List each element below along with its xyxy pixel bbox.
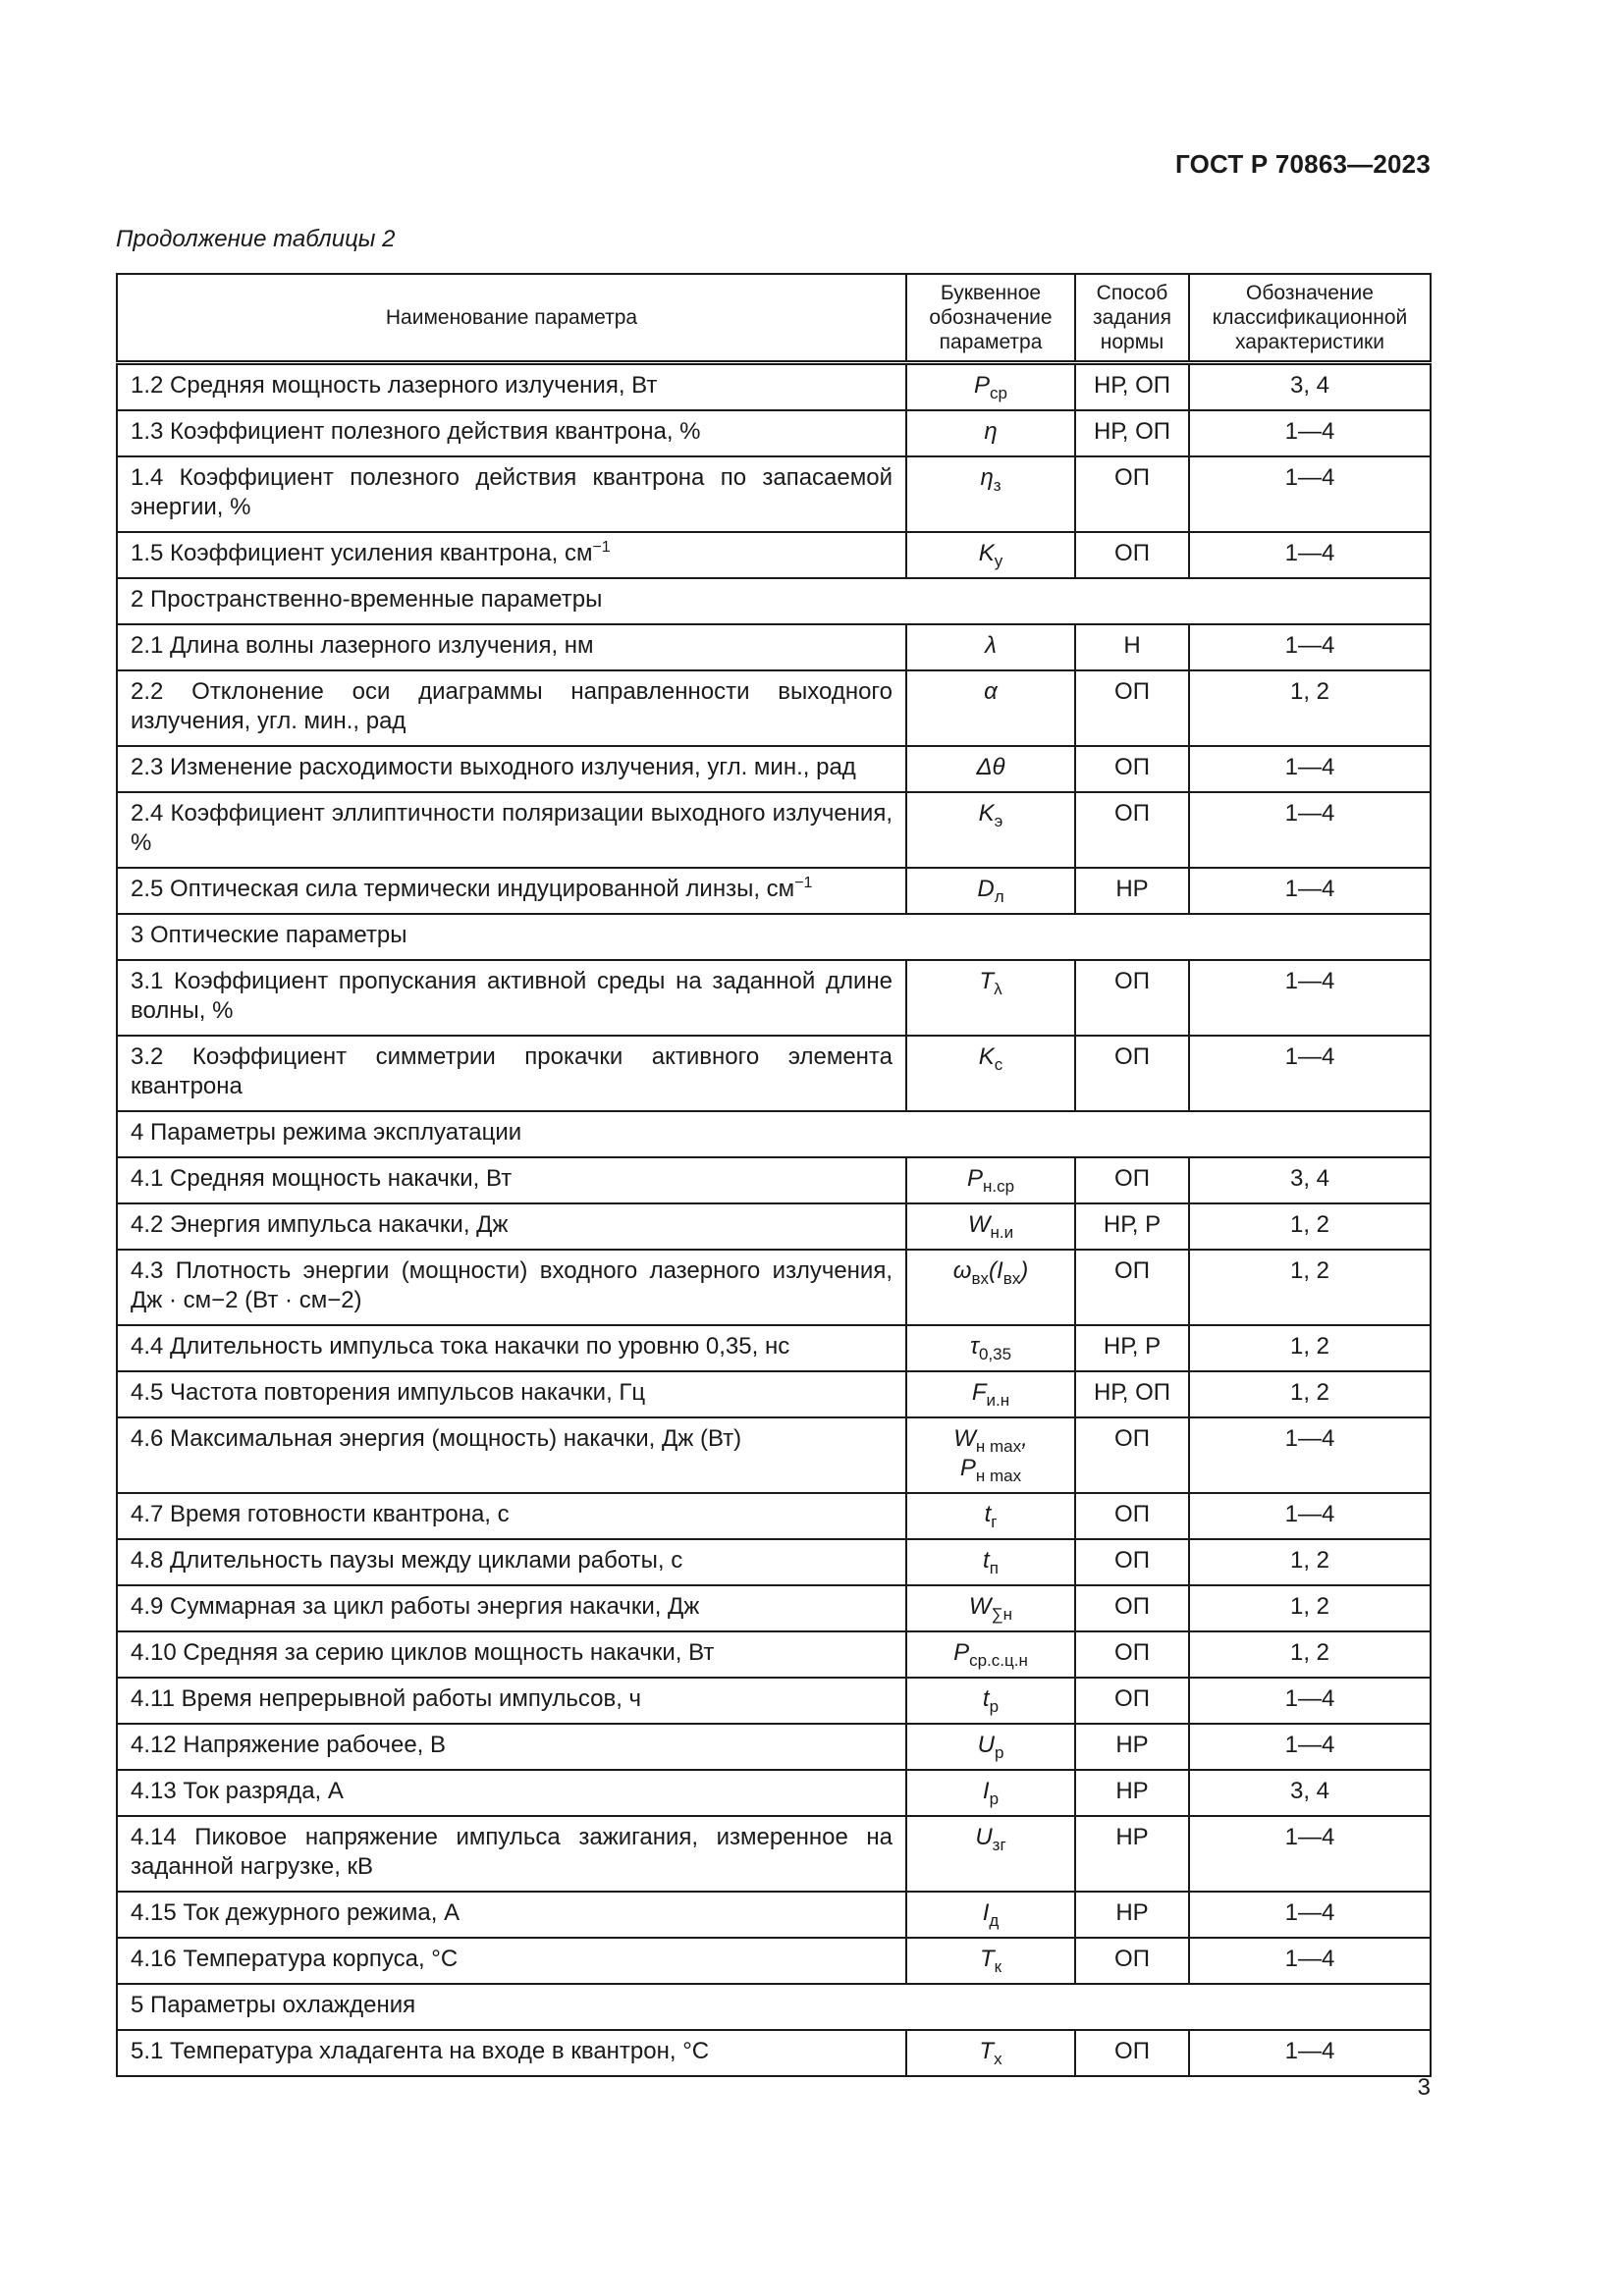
classification-code: 1—4 (1189, 410, 1431, 456)
classification-code: 1—4 (1189, 746, 1431, 792)
table-header-row (117, 274, 1431, 363)
table-row (117, 746, 1431, 792)
parameter-symbol (906, 1631, 1075, 1678)
classification-code: 1—4 (1189, 1938, 1431, 1984)
norm-method: НР, ОП (1075, 363, 1189, 411)
classification-code: 3, 4 (1189, 363, 1431, 411)
parameter-name-text: 4.7 Время готовности квантрона, с (131, 1501, 510, 1527)
symbol-subscript: г (991, 1512, 998, 1531)
symbol-letter: t (982, 1685, 990, 1712)
unit-exponent: −1 (794, 875, 813, 891)
table-row (117, 1157, 1431, 1203)
parameter-name-text: 4.12 Напряжение рабочее, В (131, 1732, 447, 1758)
parameter-name (117, 1493, 906, 1539)
symbol-subscript: 0,35 (978, 1344, 1012, 1363)
section-title: 2 Пространственно-временные параметры (117, 578, 1431, 624)
classification-code: 1, 2 (1189, 1250, 1431, 1325)
parameter-name (117, 792, 906, 868)
parameter-symbol (906, 363, 1075, 411)
classification-code: 1—4 (1189, 624, 1431, 670)
parameter-symbol (906, 1250, 1075, 1325)
parameter-name-text: 2.4 Коэффициент эллиптичности поляризации выходного излучения, % (131, 800, 893, 856)
symbol-subscript: λ (994, 979, 1002, 998)
norm-method: НР (1075, 1770, 1189, 1816)
parameter-name-text: 4.1 Средняя мощность накачки, Вт (131, 1165, 513, 1192)
parameter-symbol (906, 1325, 1075, 1371)
table-row (117, 1770, 1431, 1816)
symbol-letter: t (983, 1547, 990, 1574)
norm-method: НР, ОП (1075, 410, 1189, 456)
parameter-name-text: 4.11 Время непрерывной работы импульсов, ч (131, 1685, 642, 1712)
classification-code: 1, 2 (1189, 1371, 1431, 1417)
symbol-letter: F (971, 1379, 987, 1406)
parameter-name-text: 3.2 Коэффициент симметрии прокачки активного элемента квантрона (131, 1043, 893, 1099)
parameter-name-text: 4.9 Суммарная за цикл работы энергия накачки, Дж (131, 1593, 700, 1620)
classification-code: 1—4 (1189, 1678, 1431, 1724)
parameter-name (117, 624, 906, 670)
parameter-name-text: 4.6 Максимальная энергия (мощность) накачки, Дж (Вт) (131, 1425, 742, 1452)
classification-code: 1, 2 (1189, 1325, 1431, 1371)
section-row (117, 578, 1431, 624)
parameter-symbol (906, 1539, 1075, 1585)
symbol-letter: W (967, 1211, 991, 1238)
table-row (117, 1816, 1431, 1892)
norm-method: ОП (1075, 1539, 1189, 1585)
symbol-subscript: н.и (990, 1222, 1014, 1242)
document-code: ГОСТ Р 70863—2023 (1175, 149, 1431, 179)
parameter-name-text: 2.1 Длина волны лазерного излучения, нм (131, 632, 594, 659)
symbol-letter: t (984, 1501, 992, 1527)
parameter-symbol (906, 1585, 1075, 1631)
classification-code: 1—4 (1189, 868, 1431, 914)
parameter-name (117, 363, 906, 411)
parameter-name-text: 4.2 Энергия импульса накачки, Дж (131, 1211, 509, 1238)
parameter-name (117, 1631, 906, 1678)
parameter-name (117, 1157, 906, 1203)
parameter-name-text: 2.5 Оптическая сила термически индуцированной линзы, см (131, 876, 795, 902)
table-row (117, 456, 1431, 532)
parameter-name-text: 4.8 Длительность паузы между циклами работы, с (131, 1547, 683, 1574)
parameter-symbol (906, 1724, 1075, 1770)
table-row (117, 1371, 1431, 1417)
parameter-name (117, 1325, 906, 1371)
parameter-symbol (906, 1203, 1075, 1250)
symbol-subscript: н.ср (982, 1176, 1015, 1196)
parameter-symbol (906, 1417, 1075, 1493)
symbol-letter: ω (952, 1257, 972, 1284)
table-row (117, 1938, 1431, 1984)
symbol-subscript: ср (990, 383, 1007, 402)
symbol-letter: W (968, 1593, 992, 1620)
parameter-name-text: 4.10 Средняя за серию циклов мощность накачки, Вт (131, 1639, 715, 1666)
classification-code: 1—4 (1189, 1493, 1431, 1539)
parameter-name-text: 4.13 Ток разряда, А (131, 1778, 344, 1804)
symbol-letter: W (953, 1425, 976, 1452)
norm-method: ОП (1075, 792, 1189, 868)
symbol-subscript: п (989, 1558, 999, 1577)
parameter-name (117, 456, 906, 532)
classification-code: 1, 2 (1189, 1631, 1431, 1678)
table-row (117, 1892, 1431, 1938)
symbol-letter-second: P (959, 1455, 976, 1481)
symbol-letter: I (982, 1899, 990, 1926)
parameter-symbol (906, 1816, 1075, 1892)
norm-method: Н (1075, 624, 1189, 670)
classification-code: 1—4 (1189, 1892, 1431, 1938)
parameters-table (116, 273, 1432, 2077)
symbol-letter: P (966, 1165, 983, 1192)
symbol-letter: I (982, 1778, 990, 1804)
parameter-name (117, 868, 906, 914)
table-row (117, 1724, 1431, 1770)
parameter-name-text: 4.16 Температура корпуса, °С (131, 1946, 459, 1972)
classification-code: 1—4 (1189, 792, 1431, 868)
classification-code: 1, 2 (1189, 1203, 1431, 1250)
symbol-subscript: л (994, 886, 1004, 906)
symbol-letter: η (980, 464, 994, 491)
symbol-letter: U (977, 1732, 995, 1758)
symbol-letter: U (975, 1824, 993, 1850)
parameter-symbol (906, 670, 1075, 746)
classification-code: 1—4 (1189, 2030, 1431, 2076)
classification-code: 1—4 (1189, 532, 1431, 578)
norm-method: ОП (1075, 1036, 1189, 1111)
parameter-symbol (906, 410, 1075, 456)
parameter-name-text: 2.2 Отклонение оси диаграммы направленности выходного излучения, угл. мин., рад (131, 678, 893, 734)
parameter-name (117, 746, 906, 792)
symbol-subscript: э (994, 811, 1003, 830)
table-row (117, 2030, 1431, 2076)
norm-method: ОП (1075, 1585, 1189, 1631)
classification-code: 1—4 (1189, 1816, 1431, 1892)
section-title: 3 Оптические параметры (117, 914, 1431, 960)
symbol-letter: Δθ (976, 754, 1005, 780)
parameter-name (117, 960, 906, 1036)
norm-method: ОП (1075, 1157, 1189, 1203)
parameter-name (117, 1203, 906, 1250)
table-row (117, 792, 1431, 868)
norm-method: НР, Р (1075, 1203, 1189, 1250)
parameter-name (117, 1724, 906, 1770)
classification-code: 3, 4 (1189, 1157, 1431, 1203)
classification-code: 1, 2 (1189, 1585, 1431, 1631)
table-row (117, 532, 1431, 578)
table-row (117, 868, 1431, 914)
norm-method: НР, Р (1075, 1325, 1189, 1371)
section-row (117, 1111, 1431, 1157)
parameter-symbol (906, 624, 1075, 670)
parameter-name (117, 2030, 906, 2076)
norm-method: ОП (1075, 960, 1189, 1036)
section-title: 4 Параметры режима эксплуатации (117, 1111, 1431, 1157)
parameter-symbol (906, 1371, 1075, 1417)
classification-code: 1—4 (1189, 456, 1431, 532)
table-row (117, 1417, 1431, 1493)
parameter-name-text: 1.4 Коэффициент полезного действия квантрона по запасаемой энергии, % (131, 464, 893, 520)
table-row (117, 363, 1431, 411)
symbol-letter: λ (985, 632, 997, 659)
table-row (117, 1585, 1431, 1631)
symbol-subscript: вх (971, 1268, 990, 1288)
symbol-letter: P (953, 1639, 970, 1666)
symbol-subscript-second: н max (975, 1466, 1022, 1485)
table-row (117, 1678, 1431, 1724)
parameter-symbol (906, 456, 1075, 532)
symbol-subscript: х (994, 2049, 1002, 2068)
table-row (117, 1493, 1431, 1539)
parameter-name-text: 4.5 Частота повторения импульсов накачки, Гц (131, 1379, 646, 1406)
parameter-name (117, 1770, 906, 1816)
parameter-name (117, 1250, 906, 1325)
norm-method: ОП (1075, 670, 1189, 746)
parameter-name (117, 1585, 906, 1631)
symbol-letter: K (978, 800, 995, 827)
symbol-subscript: р (994, 1742, 1004, 1762)
symbol-subscript-extra: вх (1002, 1268, 1021, 1288)
table-row (117, 1203, 1431, 1250)
classification-code: 1—4 (1189, 1417, 1431, 1493)
parameter-name (117, 410, 906, 456)
column-header-name: Наименование параметра (117, 274, 906, 363)
parameter-symbol (906, 1157, 1075, 1203)
norm-method: НР, ОП (1075, 1371, 1189, 1417)
parameter-symbol (906, 1892, 1075, 1938)
parameter-name (117, 1892, 906, 1938)
parameter-symbol (906, 2030, 1075, 2076)
section-row (117, 1984, 1431, 2030)
classification-code: 1, 2 (1189, 670, 1431, 746)
norm-method: ОП (1075, 1678, 1189, 1724)
symbol-subscript: и.н (986, 1390, 1010, 1410)
parameter-name (117, 1036, 906, 1111)
column-header-symbol: Буквенное обозначение параметра (906, 274, 1075, 363)
norm-method: ОП (1075, 746, 1189, 792)
parameter-name (117, 1417, 906, 1493)
parameter-name-text: 1.5 Коэффициент усиления квантрона, см (131, 540, 593, 566)
parameter-name (117, 1539, 906, 1585)
symbol-subscript: р (989, 1696, 1000, 1716)
classification-code: 1, 2 (1189, 1539, 1431, 1585)
norm-method: ОП (1075, 456, 1189, 532)
symbol-letter: P (974, 372, 991, 399)
norm-method: ОП (1075, 1417, 1189, 1493)
table-row (117, 410, 1431, 456)
table-body (117, 363, 1431, 2077)
parameter-symbol (906, 1036, 1075, 1111)
parameter-symbol (906, 792, 1075, 868)
parameter-name-text: 1.3 Коэффициент полезного действия квантрона, % (131, 418, 701, 445)
page-number: 3 (1417, 2074, 1431, 2101)
norm-method: НР (1075, 868, 1189, 914)
parameter-name (117, 1816, 906, 1892)
classification-code: 1—4 (1189, 1036, 1431, 1111)
classification-code: 3, 4 (1189, 1770, 1431, 1816)
symbol-subscript: ср.с.ц.н (969, 1650, 1028, 1670)
parameter-name-text: 5.1 Температура хладагента на входе в квантрон, °С (131, 2038, 710, 2064)
symbol-letter: T (979, 1946, 995, 1972)
parameter-name-text: 4.3 Плотность энергии (мощности) входного лазерного излучения, Дж · см−2 (Вт · см−2) (131, 1257, 893, 1313)
parameter-symbol (906, 746, 1075, 792)
parameter-symbol (906, 960, 1075, 1036)
symbol-subscript: р (989, 1789, 1000, 1808)
parameter-name-text: 4.14 Пиковое напряжение импульса зажигания, измеренное на заданной нагрузке, кВ (131, 1824, 893, 1880)
parameter-name-text: 1.2 Средняя мощность лазерного излучения, Вт (131, 372, 658, 399)
symbol-subscript: д (989, 1910, 1000, 1930)
table-row (117, 670, 1431, 746)
parameter-name (117, 1371, 906, 1417)
table-row (117, 1539, 1431, 1585)
table-row (117, 1250, 1431, 1325)
unit-exponent: −1 (592, 539, 611, 556)
parameter-name-text: 4.15 Ток дежурного режима, А (131, 1899, 460, 1926)
column-header-method: Способ задания нормы (1075, 274, 1189, 363)
norm-method: ОП (1075, 532, 1189, 578)
symbol-letter: η (984, 418, 998, 445)
symbol-subscript: з (993, 475, 1001, 495)
parameter-name-text: 4.4 Длительность импульса тока накачки по уровню 0,35, нс (131, 1333, 790, 1360)
norm-method: НР (1075, 1816, 1189, 1892)
table-continuation-label: Продолжение таблицы 2 (116, 226, 396, 252)
table-row (117, 1036, 1431, 1111)
section-row (117, 914, 1431, 960)
symbol-separator: , (1021, 1425, 1028, 1452)
symbol-letter: α (984, 678, 998, 705)
symbol-subscript: к (994, 1956, 1002, 1976)
norm-method: ОП (1075, 1938, 1189, 1984)
symbol-subscript: зг (992, 1835, 1006, 1854)
symbol-subscript: с (994, 1054, 1003, 1074)
symbol-letter: T (979, 968, 995, 994)
norm-method: НР (1075, 1724, 1189, 1770)
norm-method: ОП (1075, 1493, 1189, 1539)
symbol-letter: K (978, 540, 995, 566)
table-row (117, 624, 1431, 670)
parameter-symbol (906, 532, 1075, 578)
table-row (117, 1631, 1431, 1678)
classification-code: 1—4 (1189, 1724, 1431, 1770)
parameter-symbol (906, 1678, 1075, 1724)
norm-method: ОП (1075, 1250, 1189, 1325)
symbol-bracket: ) (1020, 1257, 1029, 1284)
symbol-subscript: н max (975, 1436, 1022, 1456)
norm-method: ОП (1075, 2030, 1189, 2076)
parameter-symbol (906, 1938, 1075, 1984)
column-header-classification: Обозначение классификационной характеристики (1189, 274, 1431, 363)
symbol-subscript: ∑н (991, 1604, 1013, 1624)
norm-method: НР (1075, 1892, 1189, 1938)
parameter-name-text: 2.3 Изменение расходимости выходного излучения, угл. мин., рад (131, 754, 856, 780)
parameter-symbol (906, 868, 1075, 914)
table-row (117, 1325, 1431, 1371)
symbol-letter-extra: (I (989, 1257, 1003, 1284)
parameter-symbol (906, 1493, 1075, 1539)
parameter-name (117, 1678, 906, 1724)
classification-code: 1—4 (1189, 960, 1431, 1036)
norm-method: ОП (1075, 1631, 1189, 1678)
parameter-name (117, 1938, 906, 1984)
parameter-symbol (906, 1770, 1075, 1816)
parameter-name (117, 532, 906, 578)
symbol-letter: τ (969, 1333, 979, 1360)
section-title: 5 Параметры охлаждения (117, 1984, 1431, 2030)
parameter-name-text: 3.1 Коэффициент пропускания активной среды на заданной длине волны, % (131, 968, 893, 1024)
parameter-name (117, 670, 906, 746)
symbol-letter: T (979, 2038, 995, 2064)
symbol-letter: D (977, 876, 995, 902)
symbol-letter: K (978, 1043, 995, 1070)
table-row (117, 960, 1431, 1036)
symbol-subscript: у (994, 551, 1003, 570)
